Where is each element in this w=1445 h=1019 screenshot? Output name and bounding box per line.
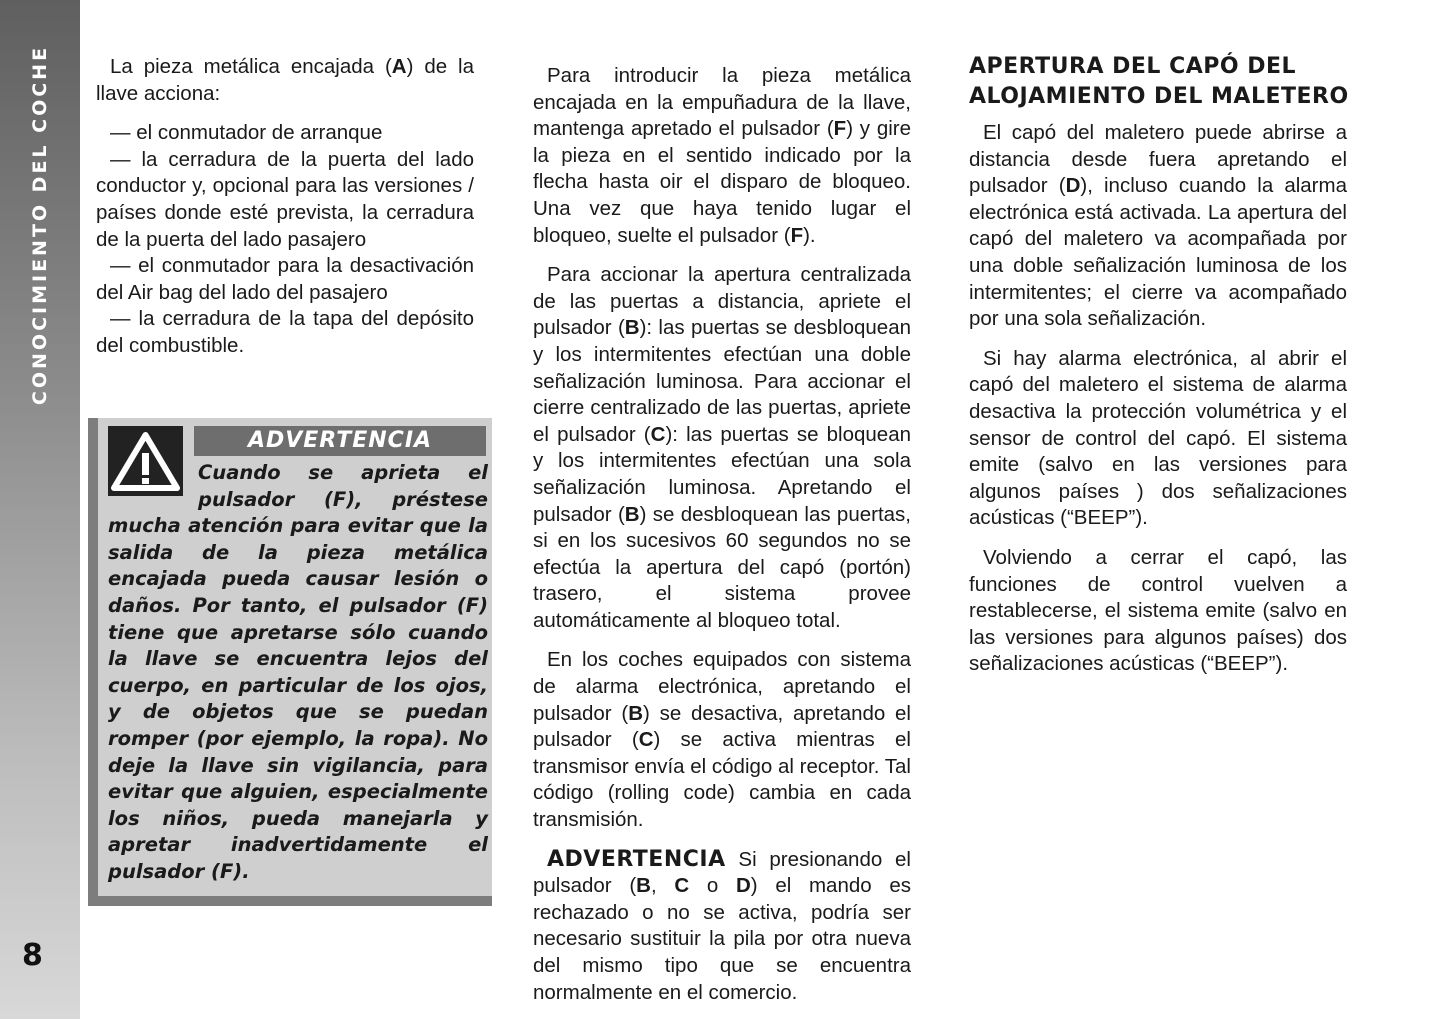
section-heading: APERTURA DEL CAPÓ DEL ALOJAMIENTO DEL MALETERO xyxy=(969,54,1349,109)
key-letter: F xyxy=(833,117,847,141)
key-letter: B xyxy=(636,874,651,898)
key-letter: C xyxy=(638,728,654,752)
key-letter: C xyxy=(674,874,690,898)
column-1 xyxy=(96,54,474,360)
column-2 xyxy=(533,63,911,1019)
paragraph-trunk-open: El capó del maletero puede abrirse a distancia desde fuera apretando el pulsador (D), incluso cuando la alarma electrónica está activada. La apertura del capó del maletero va acompañada por una doble señalización luminosa de los intermitentes; el cierre va acompañado por una sola señalización. xyxy=(969,121,1347,331)
list-item: — la cerradura de la puerta del lado conductor y, opcional para las versiones / países donde esté prevista, la cerradura de la puerta del lado pasajero xyxy=(96,147,474,251)
key-letter: D xyxy=(1065,174,1081,198)
paragraph-insert-key: Para introducir la pieza metálica encajada en la empuñadura de la llave, mantenga apretado el pulsador (F) y gire la pieza en el sentido indicado por la flecha hasta oir el disparo de bloqueo. Una vez que haya tenido lugar el bloqueo, suelte el pulsador (F). xyxy=(533,64,912,247)
paragraph-close-trunk: Volviendo a cerrar el capó, las funciones de control vuelven a restablecerse, el sistema emite (salvo en las versiones para algunos países) dos señalizaciones acústicas (“BEEP”). xyxy=(969,545,1347,676)
key-letter: B xyxy=(624,502,640,526)
key-letter: C xyxy=(650,422,666,446)
paragraph-alarm: En los coches equipados con sistema de alarma electrónica, apretando el pulsador (B) se desactiva, apretando el pulsador (C) se activa mientras el transmisor envía el código al receptor. Tal código (rolling code) cambia en cada transmisión. xyxy=(533,648,911,832)
warning-box xyxy=(98,418,492,896)
warning-text: Cuando se aprieta el pulsador (F), préstese mucha atención para evitar que la salida de la pieza metálica encajada pueda causar lesión o daños. Por tanto, el pulsador (F) tiene que apretarse sólo cuando la llave se encuentra lejos del cuerpo, en particular de los ojos, y de objetos que se puedan romper (por ejemplo, la ropa). No deje la llave sin vigilancia, para evitar que alguien, especialmente los niños, pueda manejarla y apretar inadvertidamente el pulsador (F). xyxy=(108,461,488,883)
paragraph-advertencia: ADVERTENCIA Si presionando el pulsador (B, C o D) el mando es rechazado o no se activa, podría ser necesario sustituir la pila por otra nueva del mismo tipo que se encuentra normalmente en el comercio. xyxy=(533,846,911,1004)
advertencia-label: ADVERTENCIA xyxy=(547,846,726,872)
warning-label: ADVERTENCIA xyxy=(194,426,486,456)
column-3 xyxy=(969,120,1347,691)
key-letter: B xyxy=(624,316,640,340)
list-item: — el conmutador para la desactivación del Air bag del lado del pasajero xyxy=(96,254,474,304)
list-item: — el conmutador de arranque xyxy=(110,121,383,145)
key-letter: A xyxy=(391,55,407,78)
paragraph-alarm-trunk: Si hay alarma electrónica, al abrir el capó del maletero el sistema de alarma desactiva la protección volumétrica y el sensor de control del capó. El sistema emite (salvo en las versiones para algunos países ) dos señalizaciones acústicas (“BEEP”). xyxy=(969,346,1347,530)
sidebar xyxy=(0,0,80,1019)
intro-paragraph: La pieza metálica encajada (A) de la llave acciona: xyxy=(96,55,474,105)
paragraph-central-locking: Para accionar la apertura centralizada de las puertas a distancia, apriete el pulsador (B): las puertas se desbloquean y los intermitentes efectúan una doble señalización luminosa. Para accionar el cierre centralizado de las puertas, apriete el pulsador (C): las puertas se bloquean y los intermitentes efectúan una sola señalización luminosa. Apretando el pulsador (B) se desbloquean las puertas, si en los sucesivos 60 segundos no se efectúa la apertura del capó (portón) trasero, el sistema provee automáticamente al bloqueo total. xyxy=(533,263,911,632)
section-title: CONOCIMIENTO DEL COCHE xyxy=(29,44,51,406)
key-letter: D xyxy=(735,874,751,898)
key-letter: F xyxy=(790,223,804,247)
list-item: — la cerradura de la tapa del depósito del combustible. xyxy=(96,307,474,357)
key-letter: B xyxy=(628,701,644,725)
page-number: 8 xyxy=(22,938,43,973)
